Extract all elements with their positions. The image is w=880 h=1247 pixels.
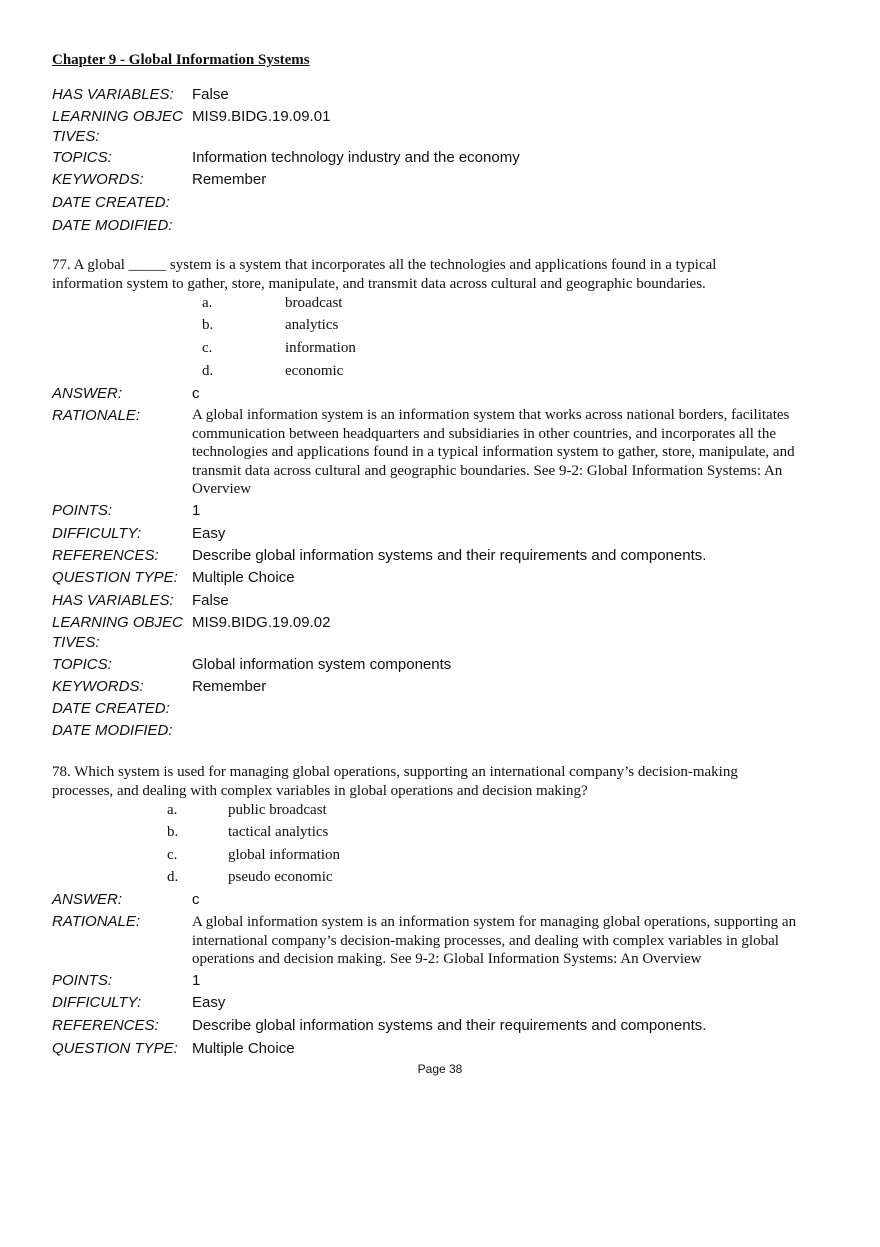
option-letter: b.: [167, 824, 179, 840]
field-value: Easy: [192, 525, 226, 542]
field-label: DATE CREATED:: [52, 700, 170, 717]
field-label: DATE CREATED:: [52, 194, 170, 211]
option-text: public broadcast: [228, 802, 327, 818]
question-78-text: 78. Which system is used for managing global operations, supporting an international company’s decision-making processes, and dealing with complex variables in global operations and decision making?: [52, 764, 738, 799]
question-77-text: 77. A global _____ system is a system that incorporates all the technologies and applications found in a typical information system to gather, store, manipulate, and transmit data across cultural and geographic boundaries.: [52, 257, 717, 292]
rationale-text: A global information system is an information system for managing global operations, supporting an international company’s decision-making processes, and dealing with complex variables in global operations and decision making. See 9-2: Global Information Systems: An Overview: [192, 914, 797, 967]
field-label: HAS VARIABLES:: [52, 86, 174, 103]
option-letter: c.: [167, 847, 178, 863]
field-label: RATIONALE:: [52, 913, 141, 930]
field-label: LEARNING OBJECTIVES:: [52, 614, 183, 651]
field-label: ANSWER:: [52, 891, 123, 908]
option-letter: b.: [202, 317, 214, 333]
field-value: 1: [192, 502, 201, 519]
option-letter: a.: [167, 802, 178, 818]
field-label: REFERENCES:: [52, 547, 159, 564]
option-letter: d.: [167, 869, 179, 885]
option-text: economic: [285, 363, 344, 379]
field-label: POINTS:: [52, 502, 113, 519]
field-label: KEYWORDS:: [52, 171, 144, 188]
field-value: Remember: [192, 171, 267, 188]
field-value: c: [192, 891, 200, 908]
field-label: QUESTION TYPE:: [52, 1040, 178, 1057]
field-value: MIS9.BIDG.19.09.02: [192, 614, 331, 631]
field-value: Multiple Choice: [192, 569, 295, 586]
field-value: Global information system components: [192, 656, 452, 673]
option-letter: c.: [202, 340, 213, 356]
field-value: False: [192, 86, 229, 103]
field-value: Multiple Choice: [192, 1040, 295, 1057]
field-label: DATE MODIFIED:: [52, 722, 173, 739]
field-value: MIS9.BIDG.19.09.01: [192, 108, 331, 125]
field-label: DATE MODIFIED:: [52, 217, 173, 234]
option-text: analytics: [285, 317, 339, 333]
option-text: tactical analytics: [228, 824, 329, 840]
field-label: ANSWER:: [52, 385, 123, 402]
field-label: LEARNING OBJECTIVES:: [52, 108, 183, 145]
chapter-title: Chapter 9 - Global Information Systems: [52, 52, 310, 68]
rationale-text: A global information system is an information system that works across national borders, facilitates communication between headquarters and subsidiaries in other countries, and incorporates all the technologies and applications found in a typical information system to gather, store, manipulate, and transmit data across cultural and geographic boundaries. See 9-2: Global Information Systems: An Overview: [192, 407, 795, 497]
field-label: KEYWORDS:: [52, 678, 144, 695]
field-label: TOPICS:: [52, 149, 112, 166]
option-text: information: [285, 340, 356, 356]
field-value: c: [192, 385, 200, 402]
option-text: global information: [228, 847, 341, 863]
field-value: 1: [192, 972, 201, 989]
field-label: POINTS:: [52, 972, 113, 989]
page-number: Page 38: [417, 1062, 463, 1076]
option-letter: a.: [202, 295, 213, 311]
field-value: Remember: [192, 678, 267, 695]
field-value: Describe global information systems and their requirements and components.: [192, 1017, 707, 1034]
field-label: QUESTION TYPE:: [52, 569, 178, 586]
option-text: pseudo economic: [228, 869, 333, 885]
field-label: RATIONALE:: [52, 407, 141, 424]
field-value: Information technology industry and the economy: [192, 149, 520, 166]
field-value: False: [192, 592, 229, 609]
field-label: REFERENCES:: [52, 1017, 159, 1034]
field-label: HAS VARIABLES:: [52, 592, 174, 609]
field-label: DIFFICULTY:: [52, 525, 142, 542]
field-label: DIFFICULTY:: [52, 994, 142, 1011]
field-value: Describe global information systems and their requirements and components.: [192, 547, 707, 564]
option-letter: d.: [202, 363, 214, 379]
option-text: broadcast: [285, 295, 343, 311]
field-label: TOPICS:: [52, 656, 112, 673]
field-value: Easy: [192, 994, 226, 1011]
